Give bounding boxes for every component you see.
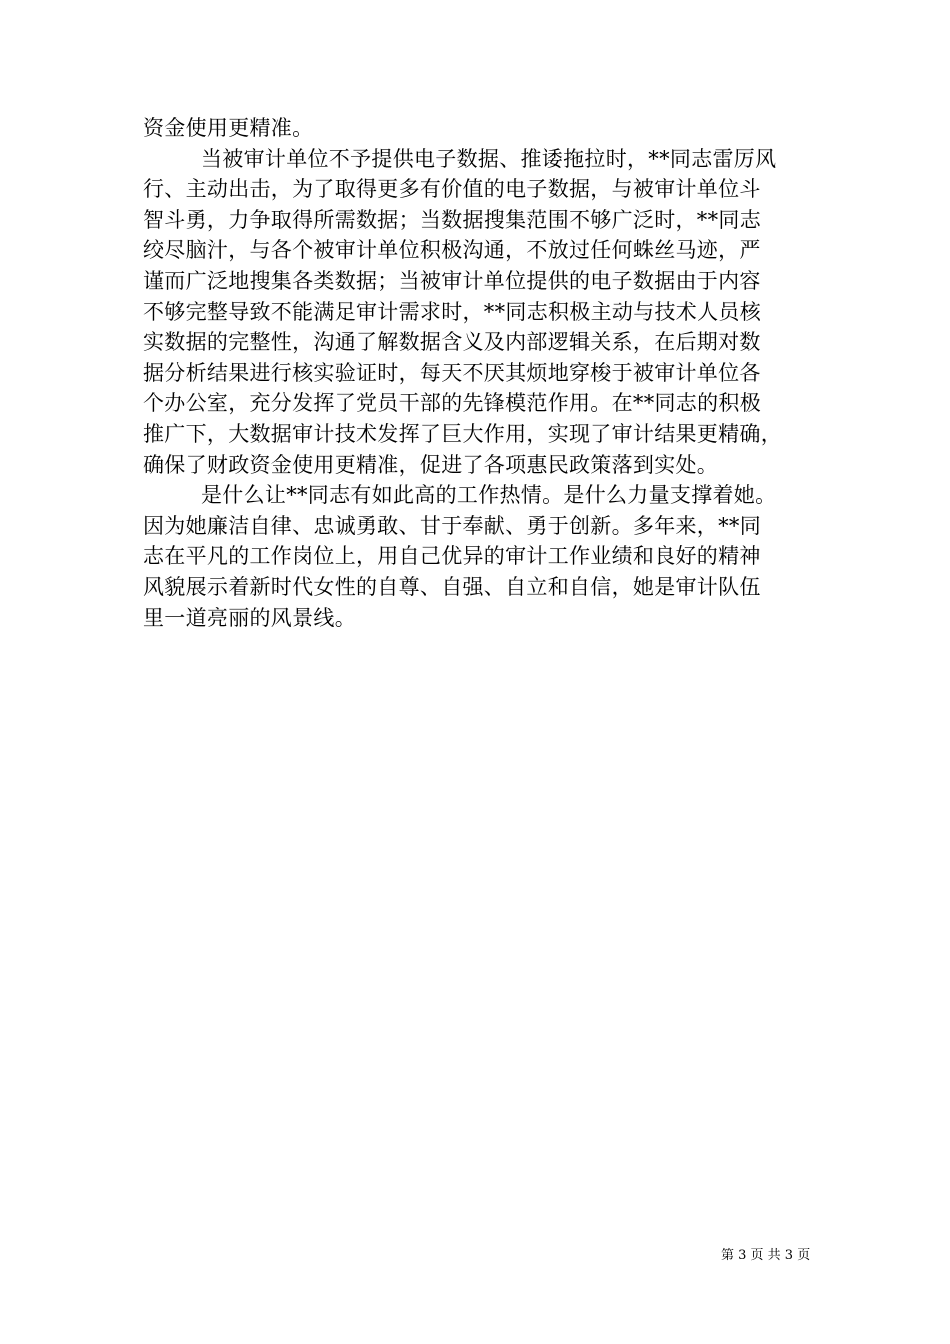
paragraph-line: 资金使用更精准。	[143, 116, 314, 140]
paragraph-line: 行、主动出击，为了取得更多有价值的电子数据，与被审计单位斗	[143, 177, 761, 202]
paragraph-line: 不够完整导致不能满足审计需求时，**同志积极主动与技术人员核	[143, 299, 761, 324]
page-number-footer: 第 3 页 共 3 页	[721, 1248, 811, 1263]
paragraph-line: 谨而广泛地搜集各类数据；当被审计单位提供的电子数据由于内容	[143, 268, 761, 293]
paragraph-line: 因为她廉洁自律、忠诚勇敢、甘于奉献、勇于创新。多年来，**同	[143, 513, 761, 538]
paragraph-line: 据分析结果进行核实验证时，每天不厌其烦地穿梭于被审计单位各	[143, 360, 761, 385]
paragraph-line: 个办公室，充分发挥了党员干部的先锋模范作用。在**同志的积极	[143, 391, 761, 416]
paragraph-line: 当被审计单位不予提供电子数据、推诿拖拉时，**同志雷厉风	[201, 146, 777, 171]
paragraph-line: 志在平凡的工作岗位上，用自己优异的审计工作业绩和良好的精神	[143, 544, 761, 569]
document-body	[143, 113, 823, 633]
paragraph-line: 绞尽脑汁，与各个被审计单位积极沟通，不放过任何蛛丝马迹，严	[143, 238, 761, 263]
paragraph-line: 是什么让**同志有如此高的工作热情。是什么力量支撑着她。	[201, 483, 777, 508]
paragraph-line: 推广下，大数据审计技术发挥了巨大作用，实现了审计结果更精确，	[143, 421, 782, 446]
paragraph-line: 确保了财政资金使用更精准，促进了各项惠民政策落到实处。	[143, 452, 719, 477]
paragraph-line: 实数据的完整性，沟通了解数据含义及内部逻辑关系，在后期对数	[143, 330, 761, 355]
paragraph-line: 风貌展示着新时代女性的自尊、自强、自立和自信，她是审计队伍	[143, 574, 761, 599]
paragraph-line: 智斗勇，力争取得所需数据；当数据搜集范围不够广泛时，**同志	[143, 207, 761, 232]
paragraph-line: 里一道亮丽的风景线。	[143, 605, 356, 630]
